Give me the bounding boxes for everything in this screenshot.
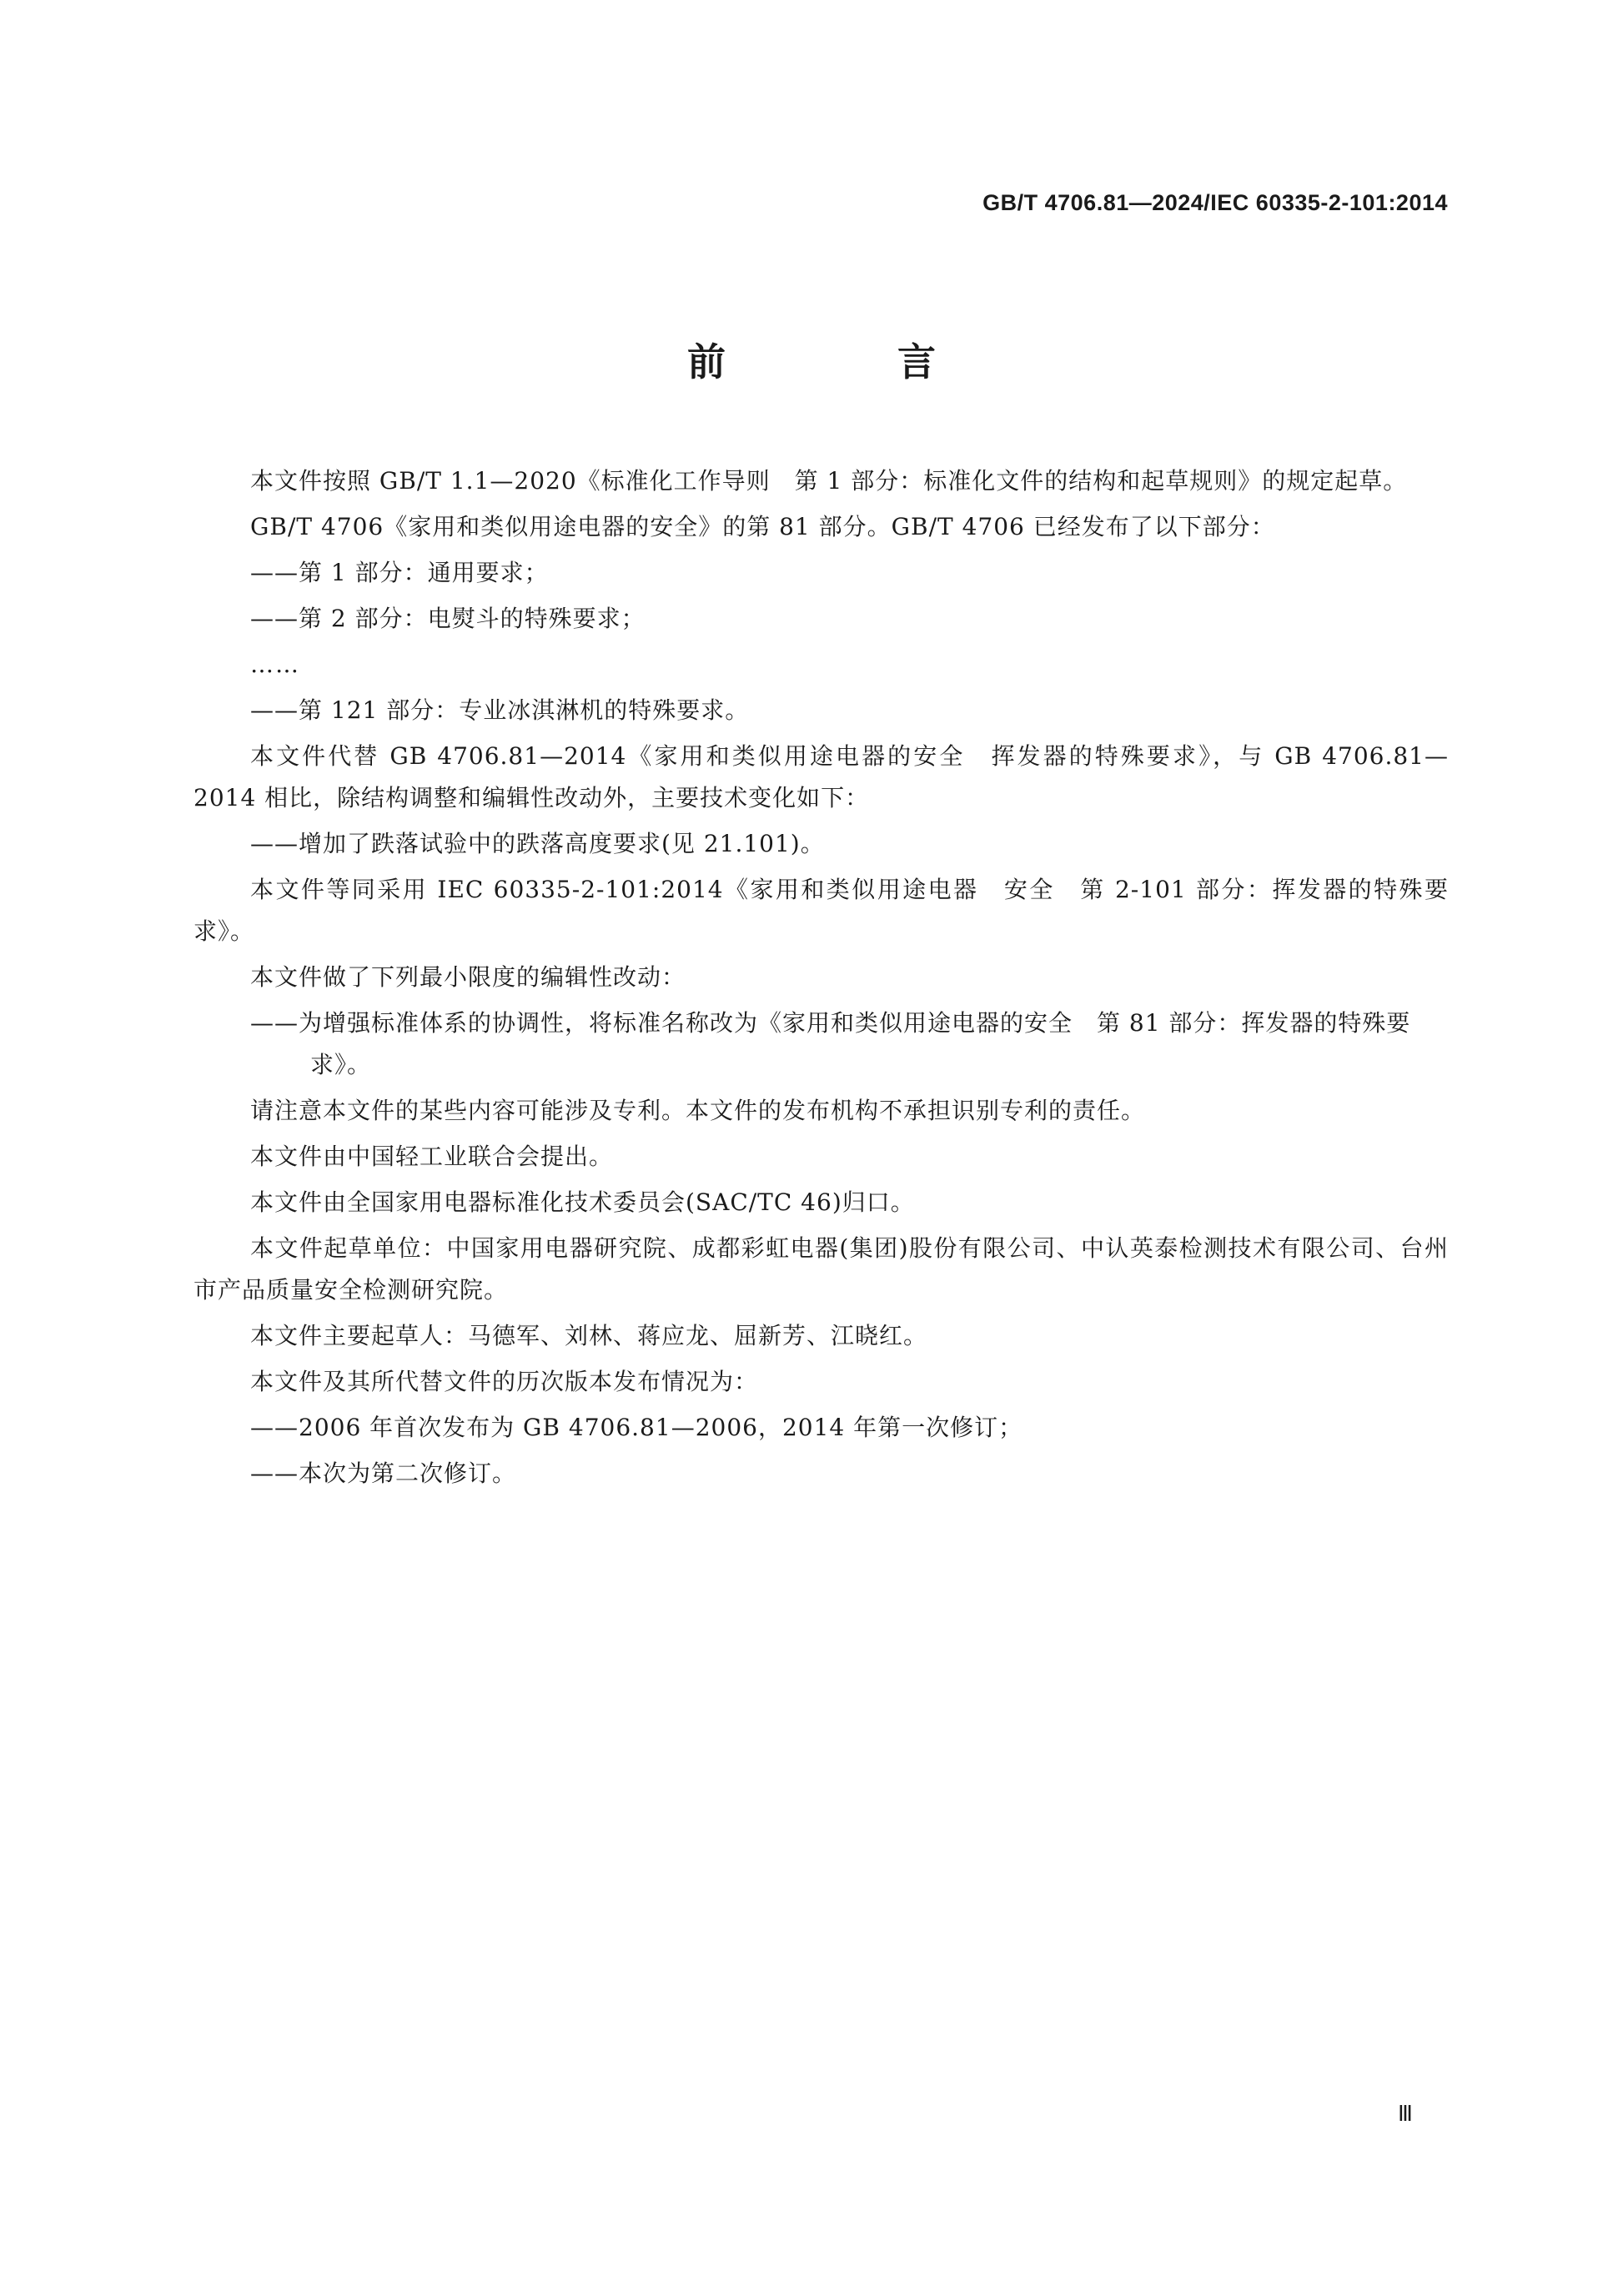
page-number: Ⅲ xyxy=(1398,2102,1412,2126)
list-item-part-1: ——第 1 部分：通用要求； xyxy=(250,559,549,586)
paragraph-drafting-units: 本文件起草单位：中国家用电器研究院、成都彩虹电器(集团)股份有限公司、中认英泰检测技术有限公司、台州市产品质量安全检测研究院。 xyxy=(193,1234,1449,1304)
paragraph-drafters: 本文件主要起草人：马德军、刘林、蒋应龙、屈新芳、江晓红。 xyxy=(250,1322,928,1349)
list-ellipsis: …… xyxy=(250,651,300,678)
paragraph-drafting-rules: 本文件按照 GB/T 1.1—2020《标准化工作导则 第 1 部分：标准化文件的结构和起草规则》的规定起草。 xyxy=(250,467,1408,495)
standard-code-header: GB/T 4706.81—2024/IEC 60335-2-101:2014 xyxy=(982,190,1448,215)
document-body xyxy=(193,460,1449,1499)
list-item-history-2006: ——2006 年首次发布为 GB 4706.81—2006，2014 年第一次修订； xyxy=(250,1414,1023,1441)
paragraph-identical-adoption: 本文件等同采用 IEC 60335-2-101:2014《家用和类似用途电器 安全 第 2-101 部分：挥发器的特殊要求》。 xyxy=(193,876,1449,945)
list-item-history-current: ——本次为第二次修订。 xyxy=(250,1459,517,1487)
list-item-part-121: ——第 121 部分：专业冰淇淋机的特殊要求。 xyxy=(250,696,750,724)
paragraph-editorial-changes: 本文件做了下列最小限度的编辑性改动： xyxy=(250,963,686,991)
page-title: 前 言 xyxy=(687,339,1002,384)
list-item-part-2: ——第 2 部分：电熨斗的特殊要求； xyxy=(250,605,646,632)
paragraph-patent-notice: 请注意本文件的某些内容可能涉及专利。本文件的发布机构不承担识别专利的责任。 xyxy=(250,1097,1146,1124)
paragraph-series-intro: GB/T 4706《家用和类似用途电器的安全》的第 81 部分。GB/T 4706 已经发布了以下部分： xyxy=(250,513,1275,540)
list-item-technical-change: ——增加了跌落试验中的跌落高度要求(见 21.101)。 xyxy=(250,830,825,857)
list-item-editorial-change: ——为增强标准体系的协调性，将标准名称改为《家用和类似用途电器的安全 第 81 部分：挥发器的特殊要求》。 xyxy=(250,1009,1411,1078)
paragraph-version-history: 本文件及其所代替文件的历次版本发布情况为： xyxy=(250,1368,759,1395)
paragraph-technical-committee: 本文件由全国家用电器标准化技术委员会(SAC/TC 46)归口。 xyxy=(250,1188,915,1216)
paragraph-replacement: 本文件代替 GB 4706.81—2014《家用和类似用途电器的安全 挥发器的特殊要求》，与 GB 4706.81—2014 相比，除结构调整和编辑性改动外，主要技术变化如下： xyxy=(193,742,1449,811)
paragraph-proposer: 本文件由中国轻工业联合会提出。 xyxy=(250,1143,614,1170)
